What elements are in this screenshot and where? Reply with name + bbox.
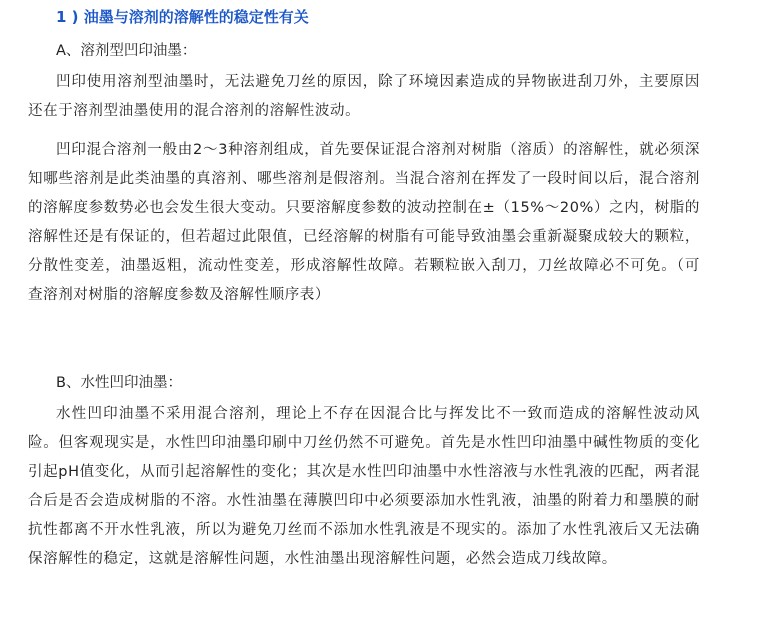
solvent-ink-paragraph-2: 凹印混合溶剂一般由2～3种溶剂组成，首先要保证混合溶剂对树脂（溶质）的溶解性，就必须深知哪些溶剂是此类油墨的真溶剂、哪些溶剂是假溶剂。当混合溶剂在挥发了一段时间以后，混合溶剂的溶解度参数势必也会发生很大变动。只要溶解度参数的波动控制在±（15%～20%）之内，树脂的溶解性还是有保证的，但若超过此限值，已经溶解的树脂有可能导致油墨会重新凝聚成较大的颗粒，分散性变差，油墨返粗，流动性变差，形成溶解性故障。若颗粒嵌入刮刀，刀丝故障必不可免。（可查溶剂对树脂的溶解度参数及溶解性顺序表）	[28, 142, 700, 303]
section-heading: 1 ) 油墨与溶剂的溶解性的稳定性有关	[56, 8, 309, 26]
solvent-ink-paragraph-1: 凹印使用溶剂型油墨时，无法避免刀丝的原因，除了环境因素造成的异物嵌进刮刀外，主要原因还在于溶剂型油墨使用的混合溶剂的溶解性波动。	[28, 74, 700, 119]
solvent-ink-title: A、溶剂型凹印油墨：	[56, 43, 197, 59]
water-ink-title: B、水性凹印油墨：	[56, 375, 182, 391]
water-ink-paragraph-1: 水性凹印油墨不采用混合溶剂，理论上不存在因混合比与挥发比不一致而造成的溶解性波动风险。但客观现实是，水性凹印油墨印刷中刀丝仍然不可避免。首先是水性凹印油墨中碱性物质的变化引起pH值变化，从而引起溶解性的变化；其次是水性凹印油墨中水性溶液与水性乳液的匹配，两者混合后是否会造成树脂的不溶。水性油墨在薄膜凹印中必须要添加水性乳液，油墨的附着力和墨膜的耐抗性都离不开水性乳液，所以为避免刀丝而不添加水性乳液是不现实的。添加了水性乳液后又无法确保溶解性的稳定，这就是溶解性问题，水性油墨出现溶解性问题，必然会造成刀线故障。	[28, 406, 700, 567]
